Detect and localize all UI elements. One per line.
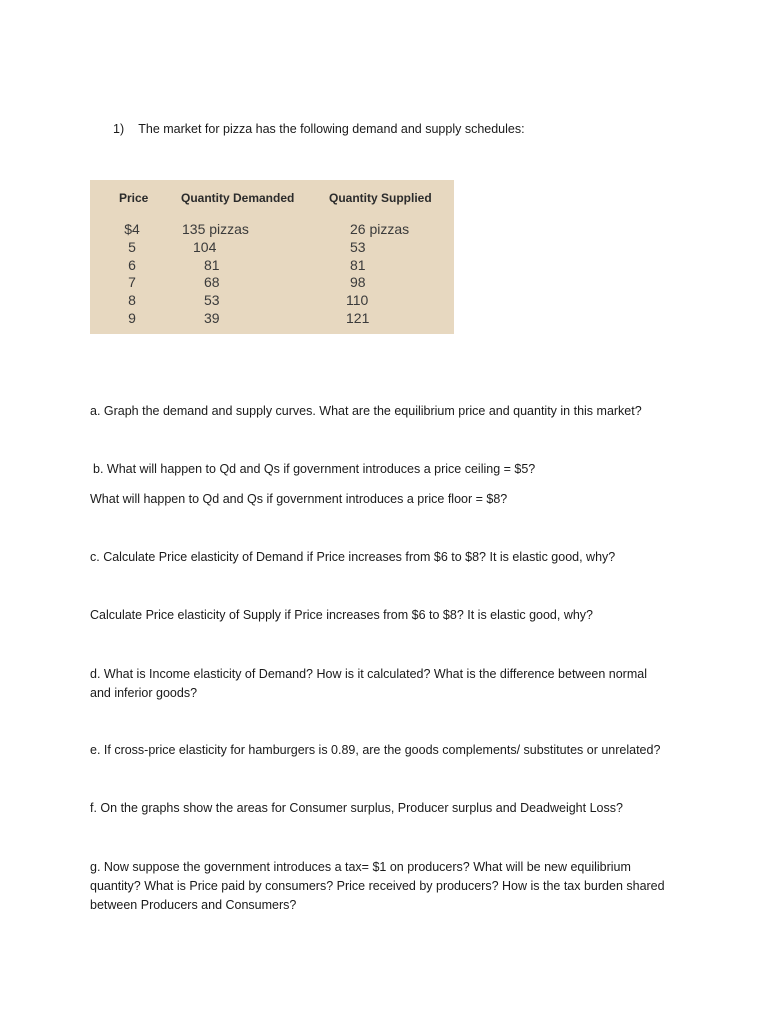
quantity-supplied-column xyxy=(346,221,410,328)
quantity-supplied-cell: 98 xyxy=(350,274,366,291)
header-quantity-supplied: Quantity Supplied xyxy=(329,191,432,205)
quantity-supplied-cell: 81 xyxy=(350,256,366,273)
quantity-demanded-cell: 104 xyxy=(193,238,217,255)
quantity-demanded-cell: 81 xyxy=(204,256,220,273)
quantity-supplied-cell: 26 pizzas xyxy=(350,221,410,237)
question-f: f. On the graphs show the areas for Consumer surplus, Producer surplus and Deadweight Loss? xyxy=(90,801,623,815)
price-cell: 6 xyxy=(128,256,136,273)
question-number: 1) xyxy=(113,122,125,136)
quantity-supplied-cell: 121 xyxy=(346,309,370,326)
header-price: Price xyxy=(119,191,149,205)
price-column xyxy=(121,221,143,328)
price-cell: 5 xyxy=(128,238,136,255)
header-quantity-demanded: Quantity Demanded xyxy=(181,191,295,205)
question-c-demand: c. Calculate Price elasticity of Demand if Price increases from $6 to $8? It is elastic good, why? xyxy=(90,550,616,564)
quantity-demanded-cell: 53 xyxy=(204,292,220,309)
quantity-demanded-cell: 68 xyxy=(204,274,220,291)
question-intro xyxy=(113,122,525,136)
quantity-demanded-cell: 135 pizzas xyxy=(182,221,249,237)
question-a: a. Graph the demand and supply curves. What are the equilibrium price and quantity in this market? xyxy=(90,404,642,418)
price-cell: 9 xyxy=(128,309,136,326)
price-cell: 8 xyxy=(128,292,136,309)
price-cell: $4 xyxy=(124,221,140,237)
quantity-supplied-cell: 53 xyxy=(350,238,366,255)
question-d: d. What is Income elasticity of Demand? How is it calculated? What is the difference between normal and inferior goods? xyxy=(90,667,647,700)
question-intro-text: The market for pizza has the following demand and supply schedules: xyxy=(138,122,525,136)
question-b-floor: What will happen to Qd and Qs if government introduces a price floor = $8? xyxy=(90,492,508,506)
question-b-ceiling: b. What will happen to Qd and Qs if government introduces a price ceiling = $5? xyxy=(93,462,536,476)
question-e: e. If cross-price elasticity for hamburgers is 0.89, are the goods complements/ substitutes or unrelated? xyxy=(90,743,661,757)
quantity-supplied-cell: 110 xyxy=(346,292,369,309)
quantity-demanded-column xyxy=(182,221,249,328)
question-g: g. Now suppose the government introduces a tax= $1 on producers? What will be new equilibrium quantity? What is Price paid by consumers? Price received by producers? How is the tax burden shared between Producers and Consumers? xyxy=(90,860,665,912)
supply-demand-table xyxy=(90,180,454,334)
question-c-supply: Calculate Price elasticity of Supply if Price increases from $6 to $8? It is elastic good, why? xyxy=(90,608,594,622)
price-cell: 7 xyxy=(128,274,136,291)
quantity-demanded-cell: 39 xyxy=(204,309,220,326)
